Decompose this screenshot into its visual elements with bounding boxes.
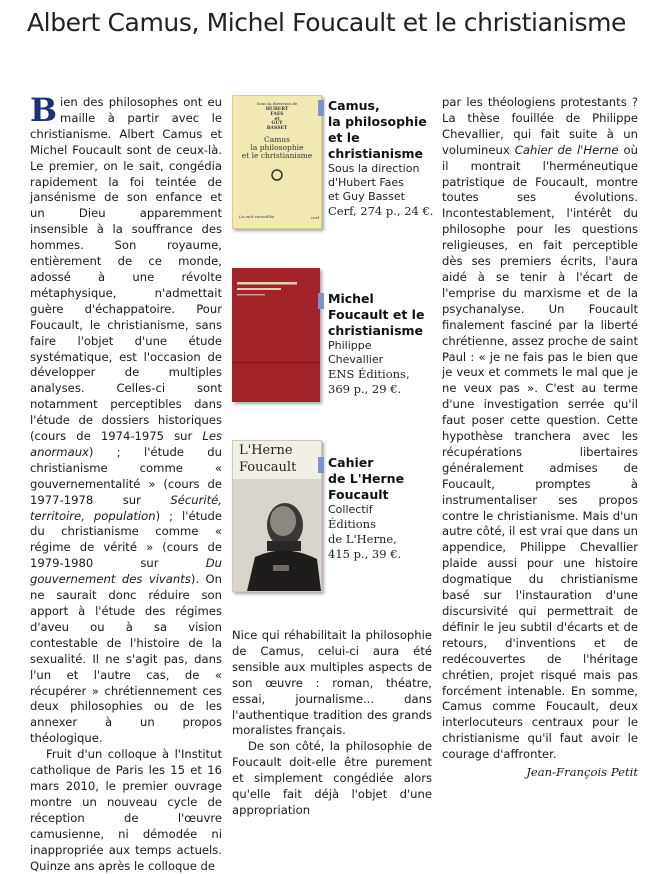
paragraph: De son côté, la philosophie de Foucault doit-elle être purement et simplement congédiée alors qu'elle fait déjà l'objet d'une appropriation [232,739,432,817]
book-publisher-price: Éditions de L'Herne, 415 p., 39 €. [328,517,402,561]
cover-title: Camus la philosophie et le christianisme [241,135,313,160]
book-title: Michel Foucault et le christianisme [328,291,425,338]
portrait-photo [233,479,321,591]
cover-decoration [232,268,320,402]
book-publisher-price: Cerf, 274 p., 24 €. [328,204,434,218]
book-card-camus [232,95,432,227]
book-cover-foucault-christianisme [232,268,320,402]
article-title: Albert Camus, Michel Foucault et le christianisme [26,8,627,37]
book-authors: Collectif [328,503,373,516]
column-1 [30,91,223,874]
book-card-foucault-christianisme [232,268,432,402]
accent-bar [318,100,324,116]
book-info [328,291,434,397]
column-2 [232,628,432,819]
paragraph: par les théologiens protestants ? La thèse fouillée de Philippe Chevallier, qui fait suite à un volumineux Cahier de l'Herne où il montrait l'herméneutique patristique de Foucault, montre toutes ses évolutions. Incontestablement, l'intérêt du philosophe pour les questions religieuses, en fait perceptible dès ses premiers écrits, l'aura aidé à se tenir à l'écart de l'emprise du marxisme et de la psychanalyse. Un Foucault finalement fasciné par la liberté chrétienne, assez proche de saint Paul : « je ne fais pas le bien que je veux et commets le mal que je ne veux pas ». C'est au terme d'une investigation serrée qu'il faut poser cette question. Cette hypothèse tranchera avec les récupérations libertaires généralement admises de Foucault, promptes à instrumentaliser ses propos contre le christianisme. Mais d'un autre côté, il est vrai que dans un appendice, Philippe Chevallier plaide aussi pour une histoire dogmatique du christianisme basé sur l'instauration d'une discursivité qui permettrait de définir le jeu subtil d'écarts et de retours, d'inventions et de redécouvertes de l'héritage chrétien, projet risqué mais pas forcément intenable. En somme, Camus comme Foucault, deux interlocuteurs centraux pour le christianisme qu'il faut avoir le courage d'affronter. [442,95,638,762]
book-cover-herne-foucault [232,440,322,592]
cover-series: Sous la direction de [256,101,298,106]
accent-bar [318,457,324,473]
book-title: Camus, la philosophie et le christianisme [328,98,427,161]
paragraph: Fruit d'un colloque à l'Institut catholique de Paris les 15 et 16 mars 2010, le premier ouvrage montre un nouveau cycle de réception de l'œuvre camusienne, ni démodée ni inappropriée aux temps actuels. Quinze ans après le colloque de [30,747,222,873]
paragraph: Nice qui réhabilitait la philosophie de Camus, celui-ci aura été sensible aux multiples aspects de son œuvre : roman, théatre, essai, journalisme... dans l'authentique tradition des grands moralistes français. [232,628,432,738]
book-info [328,98,434,219]
book-title: Cahier de L'Herne Foucault [328,455,405,502]
cover-footer: La nuit surveillée [239,214,275,219]
book-authors: Sous la direction d'Hubert Faes et Guy Basset [328,162,420,203]
author-signature: Jean-François Petit [526,765,638,780]
cover-brand: L'Herne [239,443,293,458]
cover-emblem-icon [270,168,284,182]
cover-authors: HUBERT FAES et GUY BASSET [265,107,289,132]
cover-name: Foucault [239,460,297,475]
book-info [328,455,434,562]
accent-bar [318,293,324,309]
paragraph: Bien des philosophes ont eu maille à partir avec le christianisme. Albert Camus et Michel Foucault sont de ceux-là. Le premier, on le sait, congédia rapidement la foi teintée de jansénisme de son enfance et un Dieu apparemment insensible à la souffrance des hommes. Son royaume, entièrement de ce monde, adossé à une révolte métaphysique, n'admettait guère d'échappatoire. Pour Foucault, le christianisme, sans faire l'objet d'une étude systématique, est l'occasion de développer de multiples analyses. Celles-ci sont notamment perceptibles dans l'étude de dossiers historiques (cours de 1974-1975 sur Les anormaux) ; l'étude du christianisme comme « gouvernementalité » (cours de 1977-1978 sur Sécurité, territoire, population) ; l'étude du christianisme comme « régime de vérité » (cours de 1979-1980 sur Du gouvernement des vivants). On ne saurait donc réduire son apport à l'étude des régimes d'aveu ou à sa vision contestable de l'histoire de la sexualité. Il ne s'agit pas, dans l'un et l'autre cas, de « récupérer » chrétiennement ces deux philosophies ou de les annexer à un propos théologique. [30,91,223,746]
drop-cap: B [30,91,58,129]
book-card-herne-foucault [232,440,432,590]
column-3 [442,95,638,781]
book-cover-camus [232,95,322,229]
book-publisher-price: ENS Éditions, 369 p., 29 €. [328,367,410,396]
cover-publisher: cerf [311,215,319,220]
book-authors: Philippe Chevallier [328,339,384,366]
